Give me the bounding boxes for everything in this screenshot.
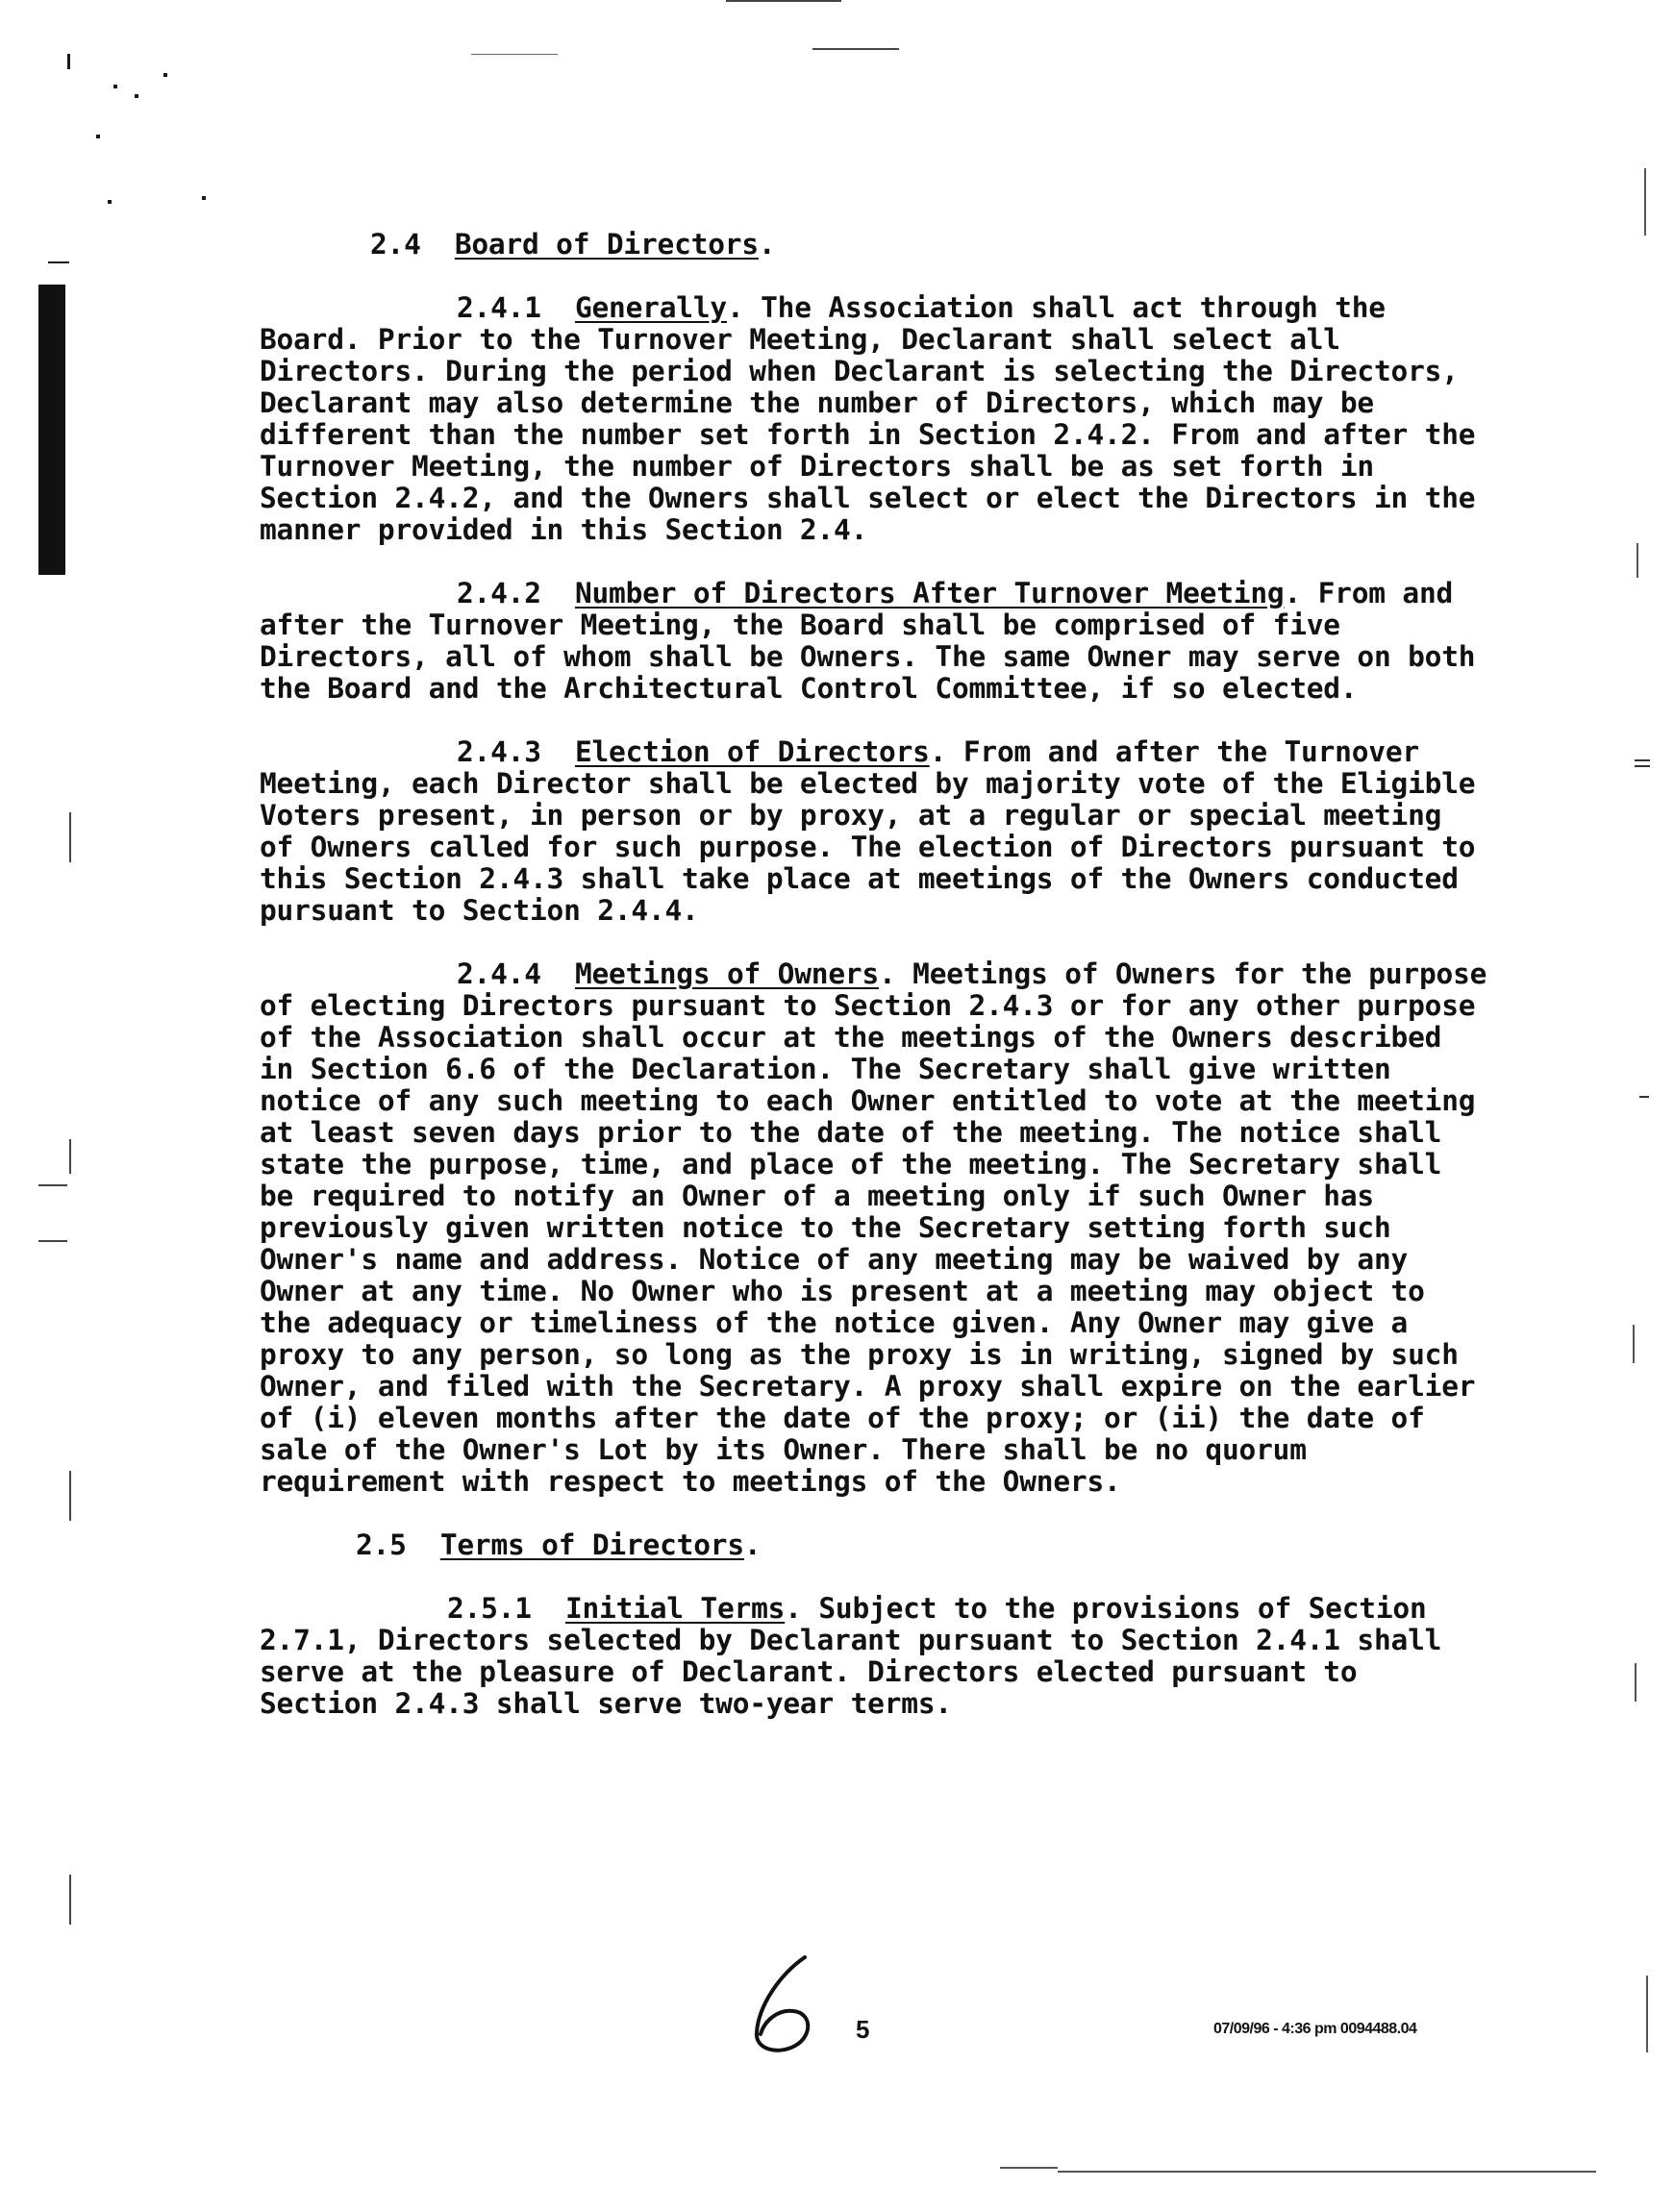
paragraph-text: . From and after the Turnover Meeting, the Board shall be comprised of five Directors, all of whom shall be Owners. The same Owner may serve on both the Board and the Architectural Control Committee, if so elected. [260, 577, 1476, 705]
paragraph-text: . Meetings of Owners for the purpose of electing Directors pursuant to Section 2.4.3 or for any other purpose of the Association shall occur at the meetings of the Owners described in Section 6.6 of the Declaration. The Secretary shall give written notice of any such meeting to each Owner entitled to vote at the meeting at least seven days prior to the date of the meeting. The notice shall state the purpose, time, and place of the meeting. The Secretary shall be required to notify an Owner of a meeting only if such Owner has previously given written notice to the Secretary setting forth such Owner's name and address. Notice of any meeting may be waived by any Owner at any time. No Owner who is present at a meeting may object to the adequacy or timeliness of the notice given. Any Owner may give a proxy to any person, so long as the proxy is in writing, signed by such Owner, and filed with the Secretary. A proxy shall expire on the earlier of (i) eleven months after the date of the proxy; or (ii) the date of sale of the Owner's Lot by its Owner. There shall be no quorum requirement with respect to meetings of the Owners. [260, 957, 1487, 1498]
scan-line [1637, 543, 1638, 578]
paragraph-2-4-2 [260, 578, 1490, 705]
paragraph-title: Initial Terms [564, 1592, 786, 1625]
paragraph-title: Meetings of Owners [574, 957, 880, 990]
scan-line [1058, 2171, 1596, 2173]
paragraph-number: 2.4.1 [457, 291, 541, 324]
scan-edge-bar [38, 285, 65, 575]
document-body [260, 229, 1490, 1752]
scan-line [1644, 168, 1646, 236]
scan-speck [202, 196, 206, 200]
scan-speck [113, 85, 117, 88]
paragraph-2-4-4 [260, 958, 1490, 1498]
scan-line [1646, 1976, 1648, 2052]
scan-line [69, 812, 71, 862]
paragraph-number: 2.4.4 [457, 957, 541, 990]
paragraph-text: . From and after the Turnover Meeting, each Director shall be elected by majority vote of the Eligible Voters present, in person or by proxy, at a regular or special meeting of Owners called for such purpose. The election of Directors pursuant to this Section 2.4.3 shall take place at meetings of the Owners conducted pursuant to Section 2.4.4. [260, 735, 1476, 927]
section-title-end: . [758, 228, 776, 261]
scan-speck [163, 73, 167, 77]
paragraph-text: . Subject to the provisions of Section 2.7.1, Directors selected by Declarant pursuant to Section 2.4.1 shall serve at the pleasure of Declarant. Directors elected pursuant to Section 2.4.3 shall serve two-year terms. [260, 1592, 1442, 1720]
scan-line [69, 1875, 71, 1925]
handwritten-six-icon [745, 1951, 832, 2057]
section-number: 2.5 [356, 1529, 407, 1561]
section-number: 2.4 [370, 228, 421, 261]
scan-line [726, 0, 841, 2]
scan-line [69, 1471, 71, 1521]
scan-line [69, 1139, 71, 1174]
scan-line [1635, 1663, 1637, 1702]
paragraph-number: 2.4.3 [457, 735, 541, 768]
scan-line [38, 1184, 67, 1186]
handwritten-number [745, 1951, 832, 2057]
scan-line [48, 261, 69, 263]
scan-line [1000, 2167, 1058, 2169]
scan-line [1633, 1325, 1635, 1363]
section-title-end: . [743, 1529, 762, 1561]
page-number: 5 [856, 2015, 870, 2044]
section-heading-2-5 [260, 1529, 1490, 1561]
paragraph-text: . The Association shall act through the Board. Prior to the Turnover Meeting, Declarant shall select all Directors. During the period when Declarant is selecting the Directors, Declarant may also determine the number of Directors, which may be different than the number set forth in Section 2.4.2. From and after the Turnover Meeting, the number of Directors shall be as set forth in Section 2.4.2, and the Owners shall select or elect the Directors in the manner provided in this Section 2.4. [260, 291, 1476, 546]
paragraph-2-5-1 [260, 1593, 1490, 1720]
scan-line [1639, 1096, 1649, 1098]
section-title: Board of Directors [454, 228, 759, 261]
scan-line [1635, 759, 1650, 761]
paragraph-title: Election of Directors [574, 735, 930, 768]
document-stamp: 07/09/96 - 4:36 pm 0094488.04 [1213, 2021, 1417, 2037]
section-title: Terms of Directors [439, 1529, 744, 1561]
scan-line [812, 48, 899, 50]
scan-speck [67, 54, 70, 69]
paragraph-title: Number of Directors After Turnover Meeting [574, 577, 1285, 609]
paragraph-2-4-3 [260, 736, 1490, 927]
scan-line [1635, 765, 1650, 767]
scan-line [471, 54, 558, 55]
scan-speck [108, 200, 112, 204]
paragraph-number: 2.4.2 [457, 577, 541, 609]
scan-speck [96, 135, 100, 138]
scan-speck [135, 94, 138, 98]
paragraph-title: Generally [574, 291, 727, 324]
section-heading-2-4 [260, 229, 1490, 261]
paragraph-number: 2.5.1 [447, 1592, 532, 1625]
paragraph-2-4-1 [260, 292, 1490, 546]
scan-line [38, 1240, 67, 1242]
